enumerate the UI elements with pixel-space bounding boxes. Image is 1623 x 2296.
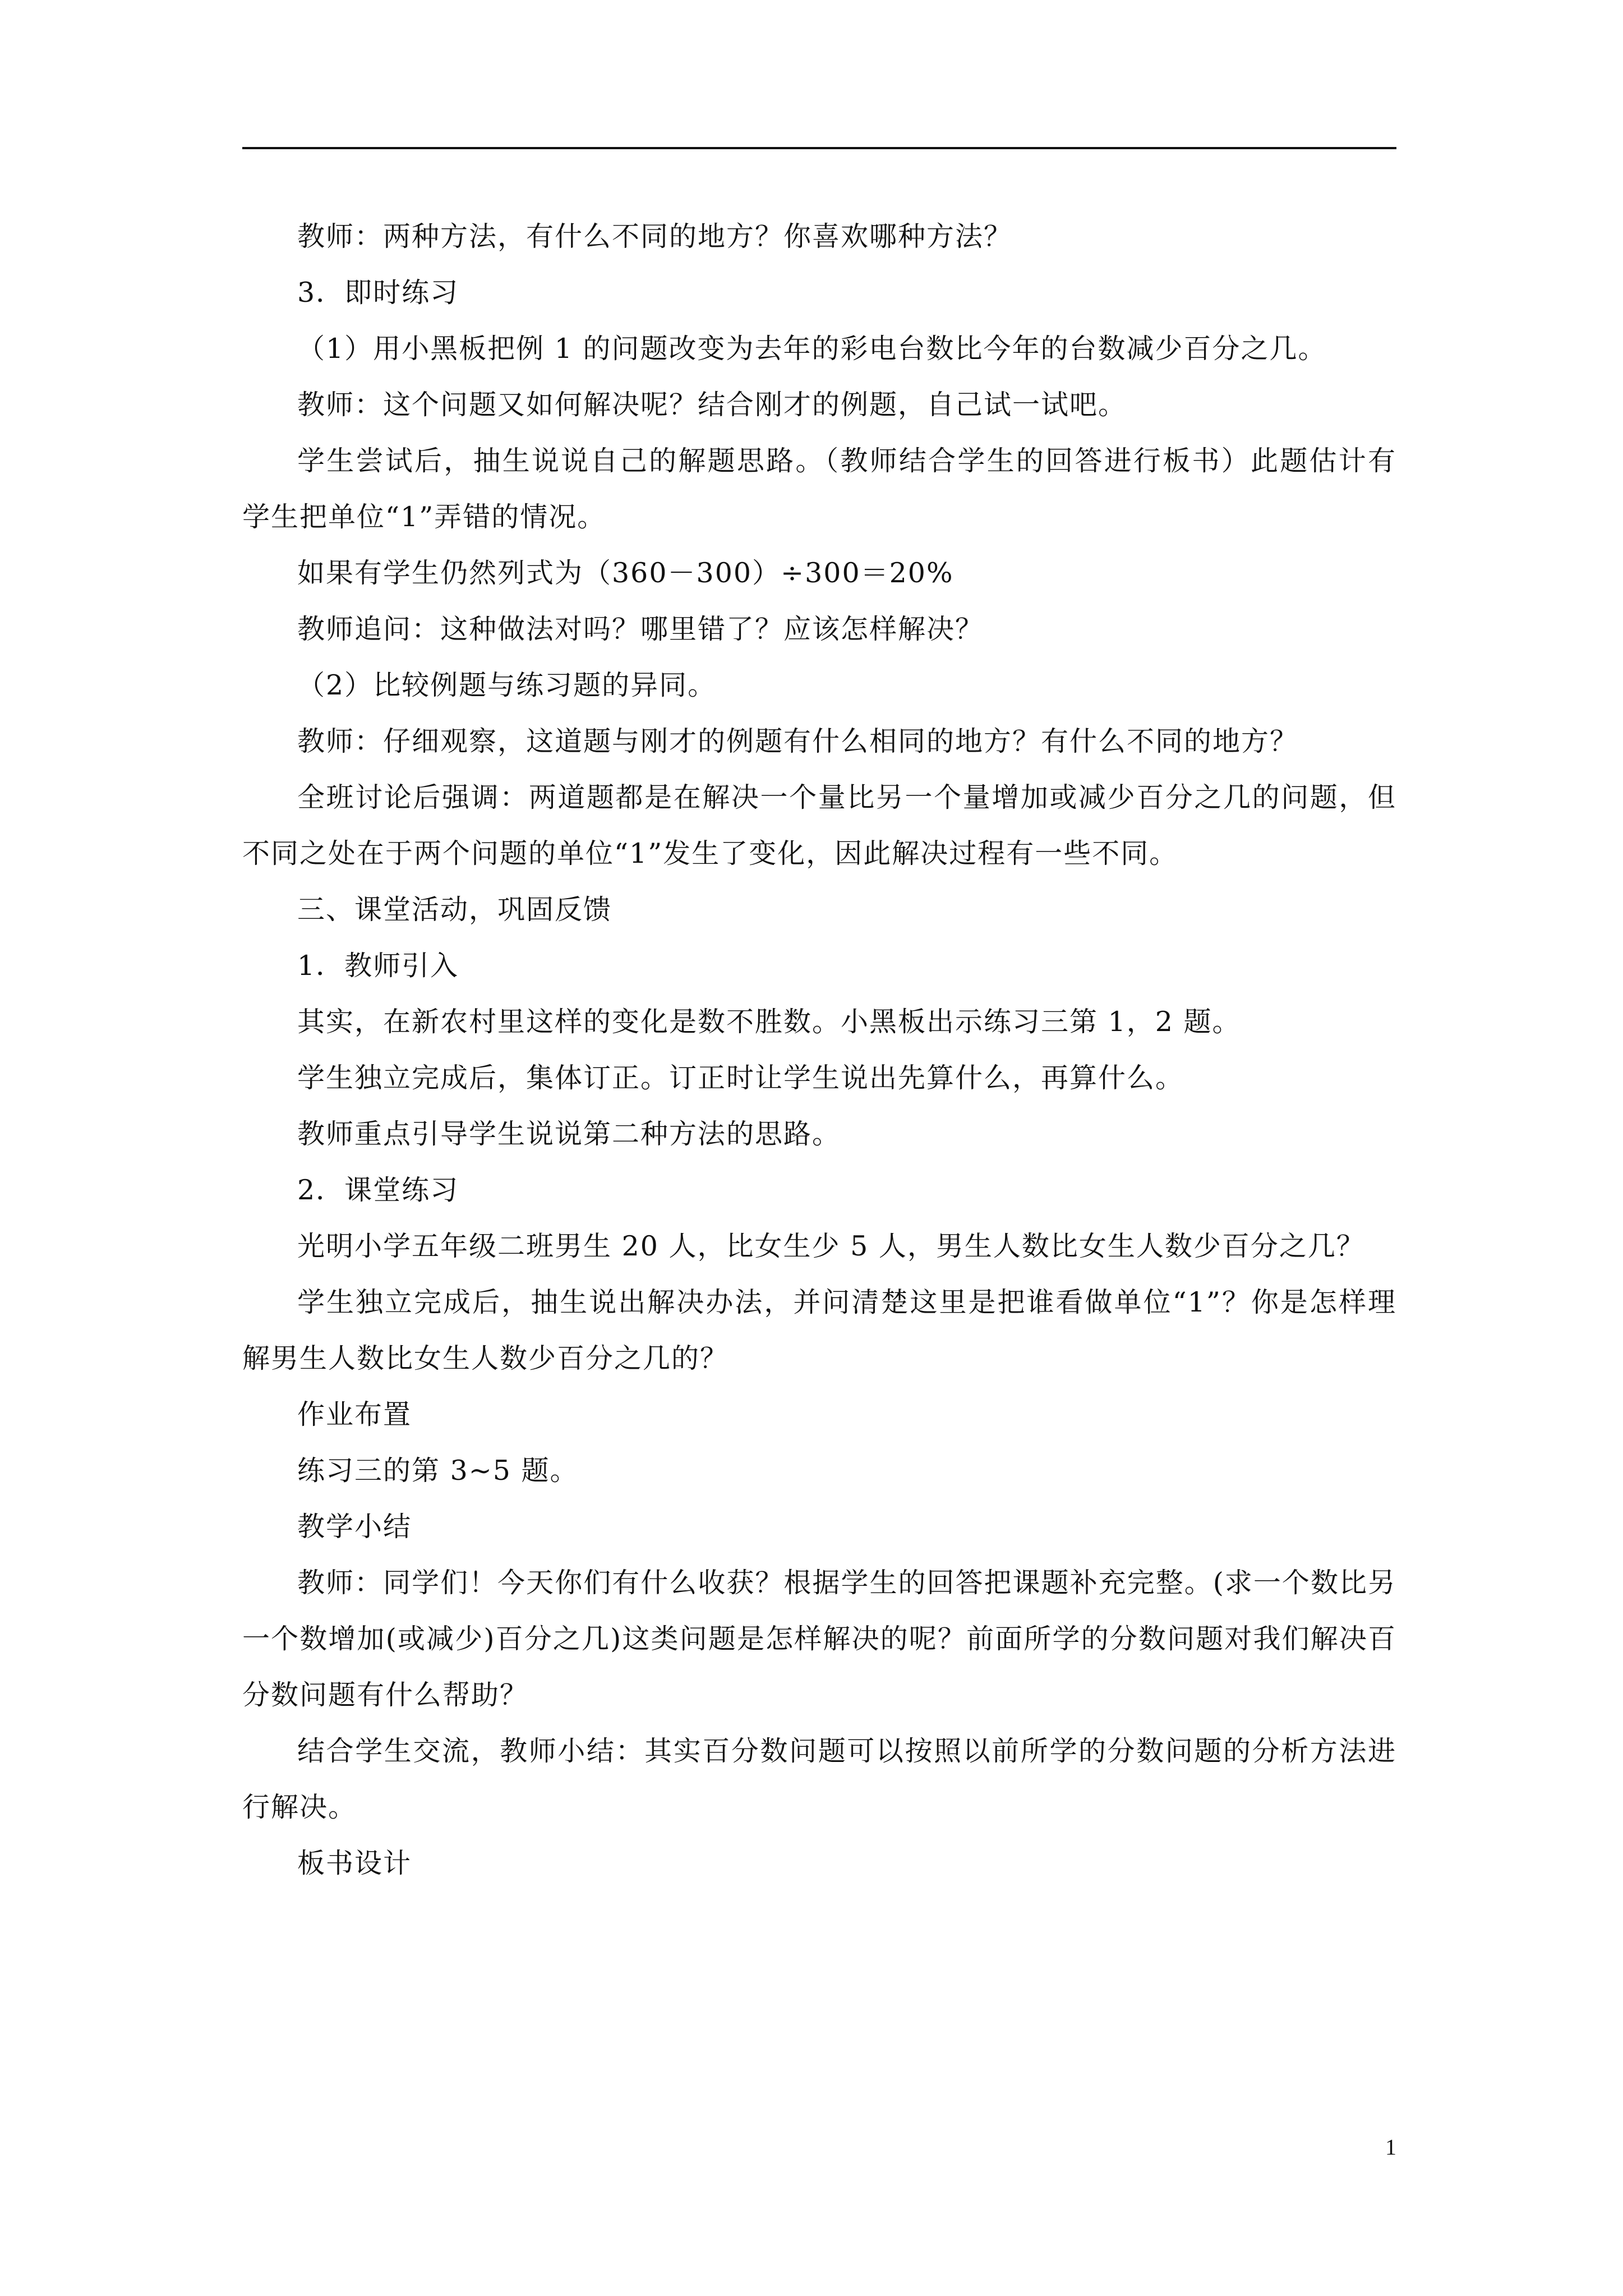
section-heading: 3．即时练习: [297, 277, 459, 309]
paragraph: 光明小学五年级二班男生 20 人，比女生少 5 人，男生人数比女生人数少百分之几？: [297, 1230, 1365, 1262]
paragraph: （1）用小黑板把例 1 的问题改变为去年的彩电台数比今年的台数减少百分之几。: [297, 333, 1327, 365]
document-body: [242, 209, 1396, 1892]
paragraph: （2）比较例题与练习题的异同。: [297, 669, 717, 701]
paragraph: 教师：仔细观察，这道题与刚才的例题有什么相同的地方？有什么不同的地方？: [297, 725, 1299, 757]
section-heading: 三、课堂活动，巩固反馈: [297, 894, 612, 926]
section-heading: 板书设计: [297, 1847, 412, 1879]
header-rule: [242, 147, 1396, 149]
paragraph: 学生独立完成后，抽生说出解决办法，并问清楚这里是把谁看做单位“1”？你是怎样理解男生人数比女生人数少百分之几的？: [242, 1286, 1396, 1374]
section-heading: 2．课堂练习: [297, 1174, 459, 1206]
paragraph: 如果有学生仍然列式为（360－300）÷300＝20%: [297, 557, 954, 589]
section-heading: 作业布置: [297, 1398, 412, 1430]
paragraph: 全班讨论后强调：两道题都是在解决一个量比另一个量增加或减少百分之几的问题，但不同之处在于两个问题的单位“1”发生了变化，因此解决过程有一些不同。: [242, 781, 1396, 869]
paragraph: 学生尝试后，抽生说说自己的解题思路。（教师结合学生的回答进行板书）此题估计有学生把单位“1”弄错的情况。: [242, 445, 1396, 533]
paragraph: 教师重点引导学生说说第二种方法的思路。: [297, 1118, 841, 1150]
paragraph: 其实，在新农村里这样的变化是数不胜数。小黑板出示练习三第 1，2 题。: [297, 1006, 1241, 1038]
section-heading: 1．教师引入: [297, 950, 459, 982]
paragraph: 学生独立完成后，集体订正。订正时让学生说出先算什么，再算什么。: [297, 1062, 1184, 1094]
paragraph: 教师：两种方法，有什么不同的地方？你喜欢哪种方法？: [297, 220, 1013, 252]
section-heading: 教学小结: [297, 1511, 412, 1543]
paragraph: 教师：同学们！今天你们有什么收获？根据学生的回答把课题补充完整。(求一个数比另一个数增加(或减少)百分之几)这类问题是怎样解决的呢？前面所学的分数问题对我们解决百分数问题有什么帮助？: [242, 1567, 1396, 1711]
page-number: 1: [1385, 2134, 1396, 2160]
paragraph: 教师：这个问题又如何解决呢？结合刚才的例题，自己试一试吧。: [297, 389, 1127, 421]
paragraph: 练习三的第 3~5 题。: [297, 1455, 579, 1487]
paragraph: 结合学生交流，教师小结：其实百分数问题可以按照以前所学的分数问题的分析方法进行解决。: [242, 1735, 1396, 1823]
paragraph: 教师追问：这种做法对吗？哪里错了？应该怎样解决？: [297, 613, 984, 645]
